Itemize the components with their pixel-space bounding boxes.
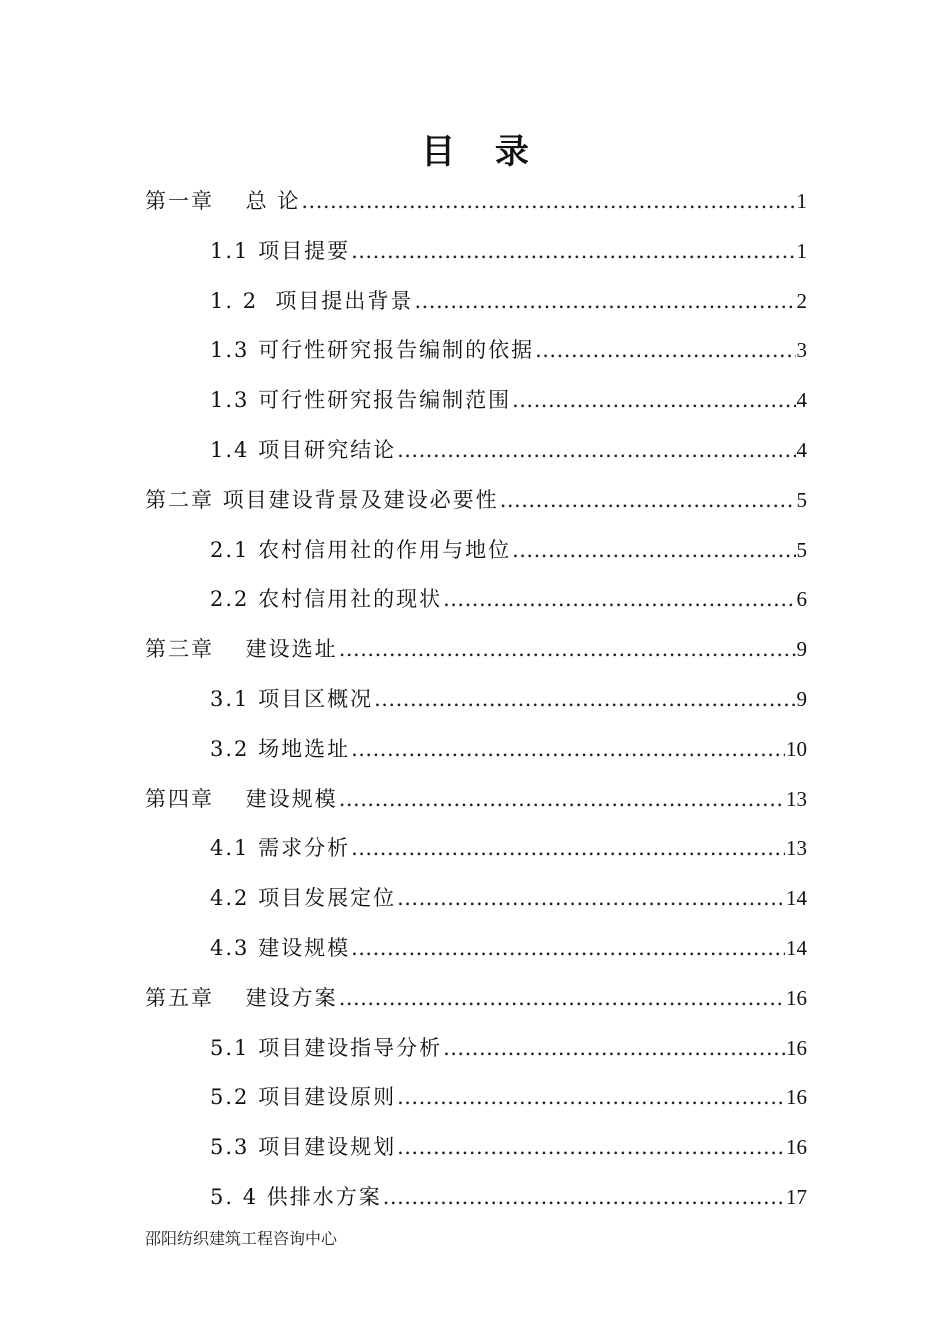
toc-page-number: 5 — [796, 488, 807, 512]
toc-section-entry[interactable] — [210, 375, 807, 415]
toc-entry-label: 5.2 项目建设原则 — [210, 1085, 397, 1109]
toc-page-number: 9 — [796, 687, 807, 711]
toc-page-number: 13 — [786, 787, 807, 811]
toc-dot-leader — [414, 286, 795, 316]
toc-entry-label: 2.2 农村信用社的现状 — [210, 587, 443, 611]
toc-entry-label: 1.3 可行性研究报告编制范围 — [210, 388, 512, 412]
toc-dot-leader — [383, 1182, 785, 1212]
toc-title: 目 录 — [421, 132, 543, 172]
toc-dot-leader — [301, 186, 795, 216]
toc-entry-label: 4.1 需求分析 — [210, 836, 351, 860]
toc-chapter-entry[interactable] — [145, 475, 807, 515]
toc-dot-leader — [443, 584, 795, 614]
toc-page-number: 10 — [786, 737, 807, 761]
toc-chapter-entry[interactable] — [145, 774, 807, 814]
toc-page-number: 16 — [786, 1135, 807, 1159]
toc-page-number: 16 — [786, 986, 807, 1010]
toc-entry-label: 5.1 项目建设指导分析 — [210, 1036, 443, 1060]
toc-dot-leader — [351, 734, 785, 764]
toc-page-number: 9 — [796, 637, 807, 661]
toc-chapter-entry[interactable] — [145, 624, 807, 664]
toc-dot-leader — [351, 933, 785, 963]
toc-entry-label: 5. 4 供排水方案 — [210, 1185, 382, 1209]
toc-page-number: 4 — [796, 438, 807, 462]
toc-entry-label: 4.3 建设规模 — [210, 936, 351, 960]
toc-entry-label: 1.3 可行性研究报告编制的依据 — [210, 338, 535, 362]
toc-page-number: 13 — [786, 836, 807, 860]
toc-page-number: 16 — [786, 1036, 807, 1060]
toc-section-entry[interactable] — [210, 525, 807, 565]
toc-entry-label: 1.4 项目研究结论 — [210, 438, 397, 462]
toc-entry-label: 第五章 建设方案 — [145, 986, 338, 1010]
toc-section-entry[interactable] — [210, 325, 807, 365]
toc-dot-leader — [374, 684, 795, 714]
toc-section-entry[interactable] — [210, 674, 807, 714]
toc-dot-leader — [351, 236, 795, 266]
toc-dot-leader — [339, 634, 796, 664]
toc-page-number: 3 — [796, 338, 807, 362]
toc-page-number: 2 — [796, 289, 807, 313]
toc-entry-label: 3.2 场地选址 — [210, 737, 351, 761]
toc-entry-label: 第二章 项目建设背景及建设必要性 — [145, 488, 499, 512]
toc-section-entry[interactable] — [210, 574, 807, 614]
toc-section-entry[interactable] — [210, 276, 807, 316]
toc-section-entry[interactable] — [210, 1122, 807, 1162]
toc-section-entry[interactable] — [210, 873, 807, 913]
page-footer: 邵阳纺织建筑工程咨询中心 — [145, 1229, 338, 1248]
toc-section-entry[interactable] — [210, 823, 807, 863]
toc-page-number: 14 — [786, 886, 807, 910]
toc-page-number: 1 — [796, 189, 807, 213]
toc-page-number: 6 — [796, 587, 807, 611]
toc-entry-label: 1.1 项目提要 — [210, 239, 351, 263]
toc-section-entry[interactable] — [210, 724, 807, 764]
toc-dot-leader — [397, 883, 785, 913]
toc-page-number: 4 — [796, 388, 807, 412]
toc-page-number: 16 — [786, 1085, 807, 1109]
toc-chapter-entry[interactable] — [145, 973, 807, 1013]
toc-entry-label: 第四章 建设规模 — [145, 787, 338, 811]
toc-dot-leader — [500, 485, 796, 515]
toc-dot-leader — [397, 1132, 785, 1162]
toc-entry-label: 1. 2 项目提出背景 — [210, 289, 414, 313]
toc-page-number: 5 — [796, 538, 807, 562]
toc-dot-leader — [351, 833, 785, 863]
toc-section-entry[interactable] — [210, 1072, 807, 1112]
toc-entry-label: 2.1 农村信用社的作用与地位 — [210, 538, 512, 562]
toc-page-number: 1 — [796, 239, 807, 263]
toc-dot-leader — [512, 535, 795, 565]
toc-entry-label: 3.1 项目区概况 — [210, 687, 374, 711]
toc-entry-label: 5.3 项目建设规划 — [210, 1135, 397, 1159]
toc-section-entry[interactable] — [210, 226, 807, 266]
toc-chapter-entry[interactable] — [145, 176, 807, 216]
toc-entry-label: 第三章 建设选址 — [145, 637, 338, 661]
toc-section-entry[interactable] — [210, 425, 807, 465]
toc-entry-label: 第一章 总 论 — [145, 189, 301, 213]
toc-dot-leader — [443, 1033, 785, 1063]
toc-section-entry[interactable] — [210, 1023, 807, 1063]
toc-page-number: 14 — [786, 936, 807, 960]
toc-section-entry[interactable] — [210, 923, 807, 963]
toc-dot-leader — [397, 435, 795, 465]
toc-dot-leader — [535, 335, 795, 365]
toc-dot-leader — [339, 784, 785, 814]
toc-entry-label: 4.2 项目发展定位 — [210, 886, 397, 910]
toc-dot-leader — [512, 385, 795, 415]
toc-page-number: 17 — [786, 1185, 807, 1209]
toc-section-entry[interactable] — [210, 1172, 807, 1212]
toc-dot-leader — [339, 983, 785, 1013]
toc-dot-leader — [397, 1082, 785, 1112]
